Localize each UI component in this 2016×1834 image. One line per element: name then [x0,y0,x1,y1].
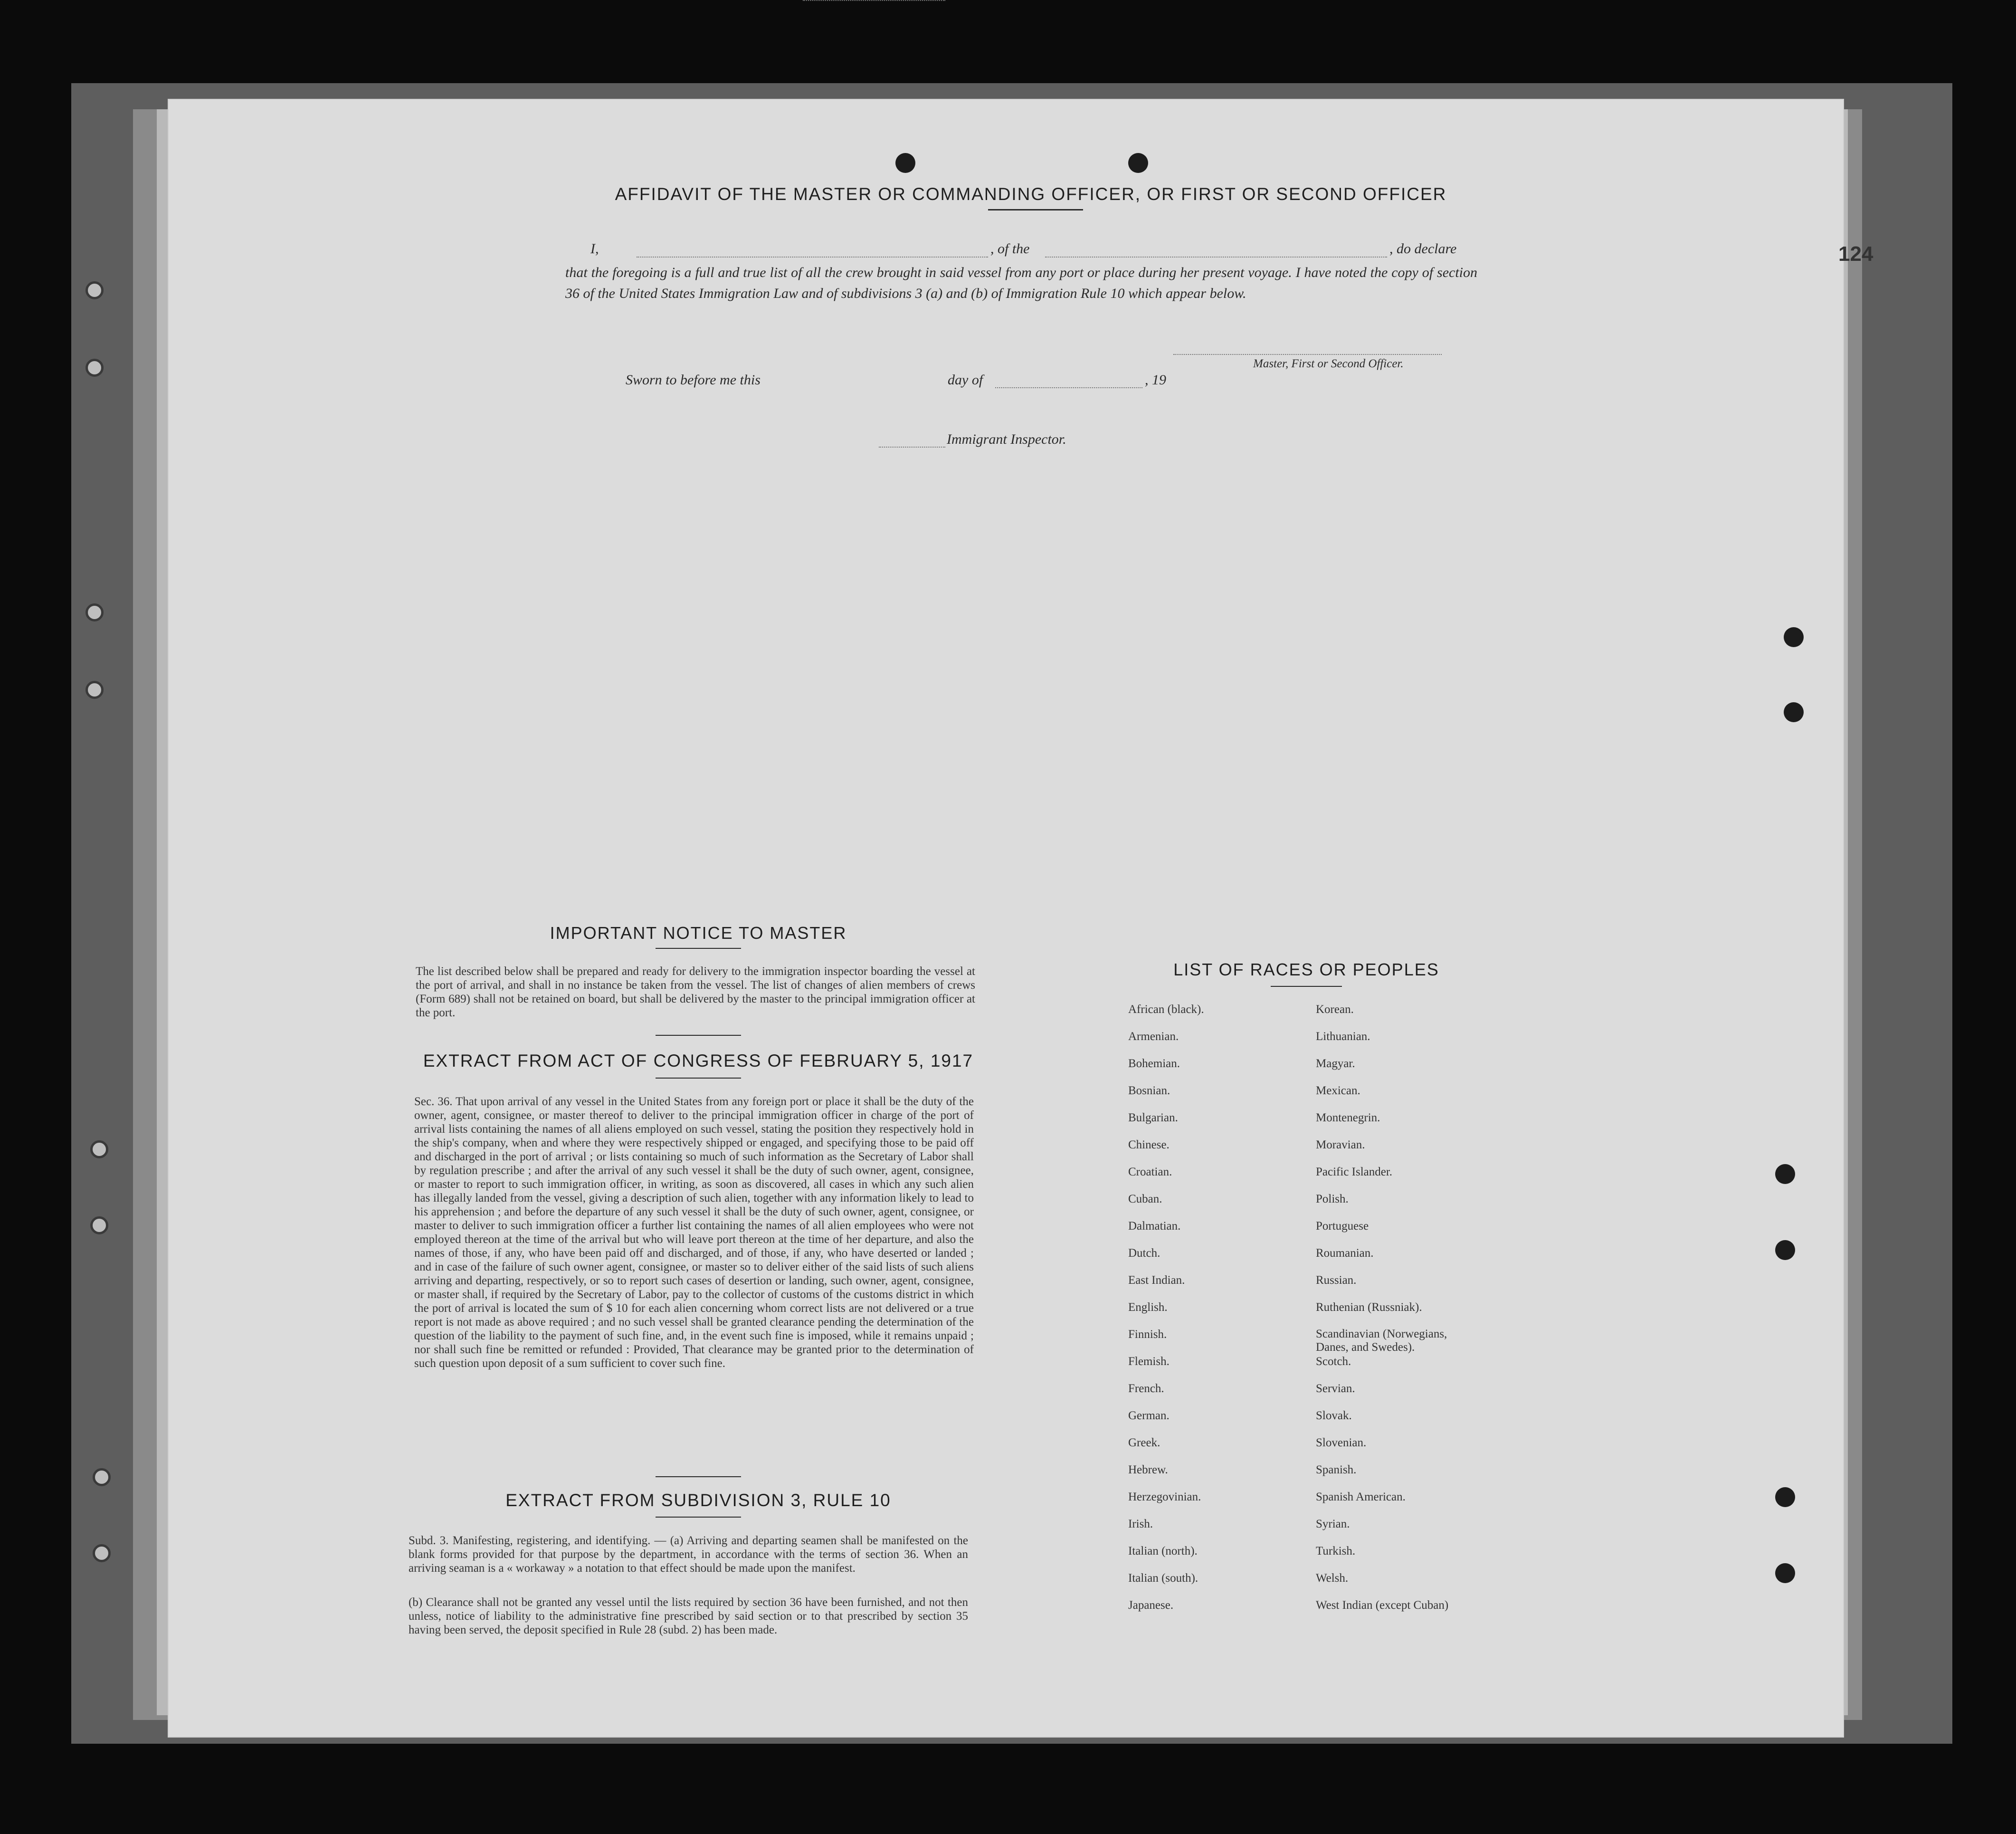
race-item: East Indian. [1128,1274,1185,1287]
act-underline [656,1078,741,1079]
race-item: Korean. [1316,1003,1354,1016]
punch-hole [1775,1240,1795,1260]
race-item: Welsh. [1316,1572,1349,1585]
race-item: Spanish. [1316,1463,1357,1476]
rule-text-b: (b) Clearance shall not be granted any vessel until the lists required by section 36 have been furnished, and not then unless, notice of liability to the administrative fine prescribed by said section or to that prescribed by section 35 having been served, the deposit specified in Rule 28 (subd. 2) has been made. [409,1596,968,1636]
race-item: English. [1128,1301,1168,1314]
divider [656,1035,741,1036]
day-blank[interactable] [803,0,945,1]
race-item: Italian (north). [1128,1545,1198,1557]
notice-title: IMPORTANT NOTICE TO MASTER [550,923,847,943]
of-the-label: , of the [990,241,1030,257]
signature-blank[interactable] [1173,354,1442,355]
punch-hole [895,153,915,173]
race-item: Japanese. [1128,1599,1174,1612]
race-item: Mexican. [1316,1084,1360,1097]
punch-hole [1775,1563,1795,1583]
binder-ring [90,1140,108,1158]
binder-ring [86,681,104,699]
race-item: Turkish. [1316,1545,1356,1557]
race-item: Scandinavian (Norwegians, Danes, and Swedes). [1316,1328,1447,1354]
race-item: Syrian. [1316,1518,1350,1530]
year-label: , 19 [1145,372,1166,388]
rule-underline [656,1517,741,1518]
race-item: Montenegrin. [1316,1111,1380,1124]
binder-ring [93,1544,111,1562]
race-item: Pacific Islander. [1316,1165,1393,1178]
vessel-blank[interactable] [1045,257,1387,258]
race-item: Slovak. [1316,1409,1352,1422]
race-item: Armenian. [1128,1030,1179,1043]
race-item: Bosnian. [1128,1084,1170,1097]
month-blank[interactable] [995,387,1142,388]
name-blank[interactable] [637,257,988,258]
binder-ring [93,1468,111,1486]
race-item: Croatian. [1128,1165,1172,1178]
day-of-label: day of [948,372,983,388]
punch-hole [1775,1164,1795,1184]
act-title: EXTRACT FROM ACT OF CONGRESS OF FEBRUARY 5, 1917 [423,1051,974,1070]
inspector-blank[interactable] [879,447,945,448]
race-item: Irish. [1128,1518,1153,1530]
race-item: Dalmatian. [1128,1220,1181,1232]
race-item: French. [1128,1382,1164,1395]
race-item: German. [1128,1409,1170,1422]
race-item: Polish. [1316,1193,1349,1205]
races-left-column [1128,1003,1204,1625]
race-item: Ruthenian (Russniak). [1316,1301,1422,1314]
race-item: Cuban. [1128,1193,1162,1205]
race-item: West Indian (except Cuban) [1316,1599,1449,1612]
race-item: Bulgarian. [1128,1111,1178,1124]
title-underline [988,209,1083,210]
punch-hole [1775,1487,1795,1507]
i-label: I, [590,241,599,257]
document-page [169,100,1843,1737]
binder-ring [86,281,104,299]
race-item: Roumanian. [1316,1247,1374,1260]
race-item: Hebrew. [1128,1463,1168,1476]
race-item: Dutch. [1128,1247,1160,1260]
race-item: Scotch. [1316,1355,1351,1368]
race-item: Servian. [1316,1382,1355,1395]
race-item: Slovenian. [1316,1436,1367,1449]
punch-hole [1784,627,1804,647]
race-item: Italian (south). [1128,1572,1198,1585]
race-item: Bohemian. [1128,1057,1180,1070]
binder-ring [86,603,104,621]
notice-text: The list described below shall be prepared and ready for delivery to the immigration inspector boarding the vessel at the port of arrival, and shall in no instance be taken from the vessel. The list of changes of alien members of crews (Form 689) shall not be retained on board, but shall be delivered by the master to the principal immigration officer at the port. [416,965,975,1019]
page-number: 124 [1838,242,1873,266]
race-item: Russian. [1316,1274,1357,1287]
binder-ring [90,1216,108,1234]
race-item: Spanish American. [1316,1490,1406,1503]
binder-ring [86,359,104,377]
race-item: Chinese. [1128,1138,1170,1151]
punch-hole [1128,153,1148,173]
race-item: Moravian. [1316,1138,1365,1151]
signature-label: Master, First or Second Officer. [1253,357,1404,370]
rule-title: EXTRACT FROM SUBDIVISION 3, RULE 10 [505,1490,891,1510]
affidavit-body: that the foregoing is a full and true list of all the crew brought in said vessel from any port or place during her present voyage. I have noted the copy of section 36 of the United States Immigration Law and of subdivisions 3 (a) and (b) of Immigration Rule 10 which appear below. [565,265,1477,301]
punch-hole [1784,702,1804,722]
races-right-column [1316,1003,1477,1625]
race-item: African (black). [1128,1003,1204,1016]
races-title: LIST OF RACES OR PEOPLES [1173,960,1439,979]
race-item: Portuguese [1316,1220,1369,1232]
notice-underline [656,948,741,949]
race-item: Lithuanian. [1316,1030,1370,1043]
rule-text-a: Subd. 3. Manifesting, registering, and identifying. — (a) Arriving and departing seamen shall be manifested on the blank forms provided for that purpose by the department, in accordance with the terms of section 36. When an arriving seaman is a « workaway » a notation to that effect should be made upon the manifest. [409,1534,968,1575]
inspector-label: Immigrant Inspector. [947,431,1066,447]
divider [656,1476,741,1477]
race-item: Herzegovinian. [1128,1490,1201,1503]
race-item: Greek. [1128,1436,1160,1449]
affidavit-title: AFFIDAVIT OF THE MASTER OR COMMANDING OFFICER, OR FIRST OR SECOND OFFICER [615,184,1447,204]
sworn-label: Sworn to before me this [626,372,761,388]
act-text: Sec. 36. That upon arrival of any vessel in the United States from any foreign port or place it shall be the duty of the owner, agent, consignee, or master thereof to deliver to the principal immigration officer in charge of the port of arrival lists containing the names of all aliens employed on such vessel, stating the position they respectively hold in the ship's company, when and where they were respectively shipped or engaged, and specifying those to be paid off and discharged in the port of arrival ; or lists containing so much of such information as the Secretary of Labor shall by regulation prescribe ; and after the arrival of any such vessel it shall be the duty of such owner, agent, consignee, or master to report to such immigration officer, in writing, as soon as discovered, all cases in which any such alien has illegally landed from the vessel, giving a description of such alien, together with any information likely to lead to his apprehension ; and before the departure of any such vessel it shall be the duty of such owner, agent, consignee, or master to deliver to such immigration officer a further list containing the names of all alien employees who were not employed thereon at the time of the arrival but who will leave port thereon at the time of her departure, and also the names of those, if any, who have been paid off and discharged, and of those, if any, who have deserted or landed ; and in case of the failure of such owner agent, consignee, or master so to deliver either of the said lists of such aliens arriving and departing, respectively, or so to report such cases of desertion or landing, such owner, agent, consignee, or master shall, if required by the Secretary of Labor, pay to the collector of customs of the customs district in which the port of arrival is located the sum of $ 10 for each alien concerning whom correct lists are not delivered or a true report is not made as above required ; and no such vessel shall be granted clearance pending the determination of the question of the liability to the payment of such fine, and, in the event such fine is imposed, while it remains unpaid ; nor shall such fine be remitted or refunded : Provided, That clearance may be granted prior to the determination of such question upon deposit of a sum sufficient to cover such fine. [414,1095,974,1370]
race-item: Magyar. [1316,1057,1355,1070]
do-declare-label: , do declare [1389,241,1457,257]
races-underline [1271,986,1342,987]
race-item: Finnish. [1128,1328,1167,1341]
race-item: Flemish. [1128,1355,1170,1368]
